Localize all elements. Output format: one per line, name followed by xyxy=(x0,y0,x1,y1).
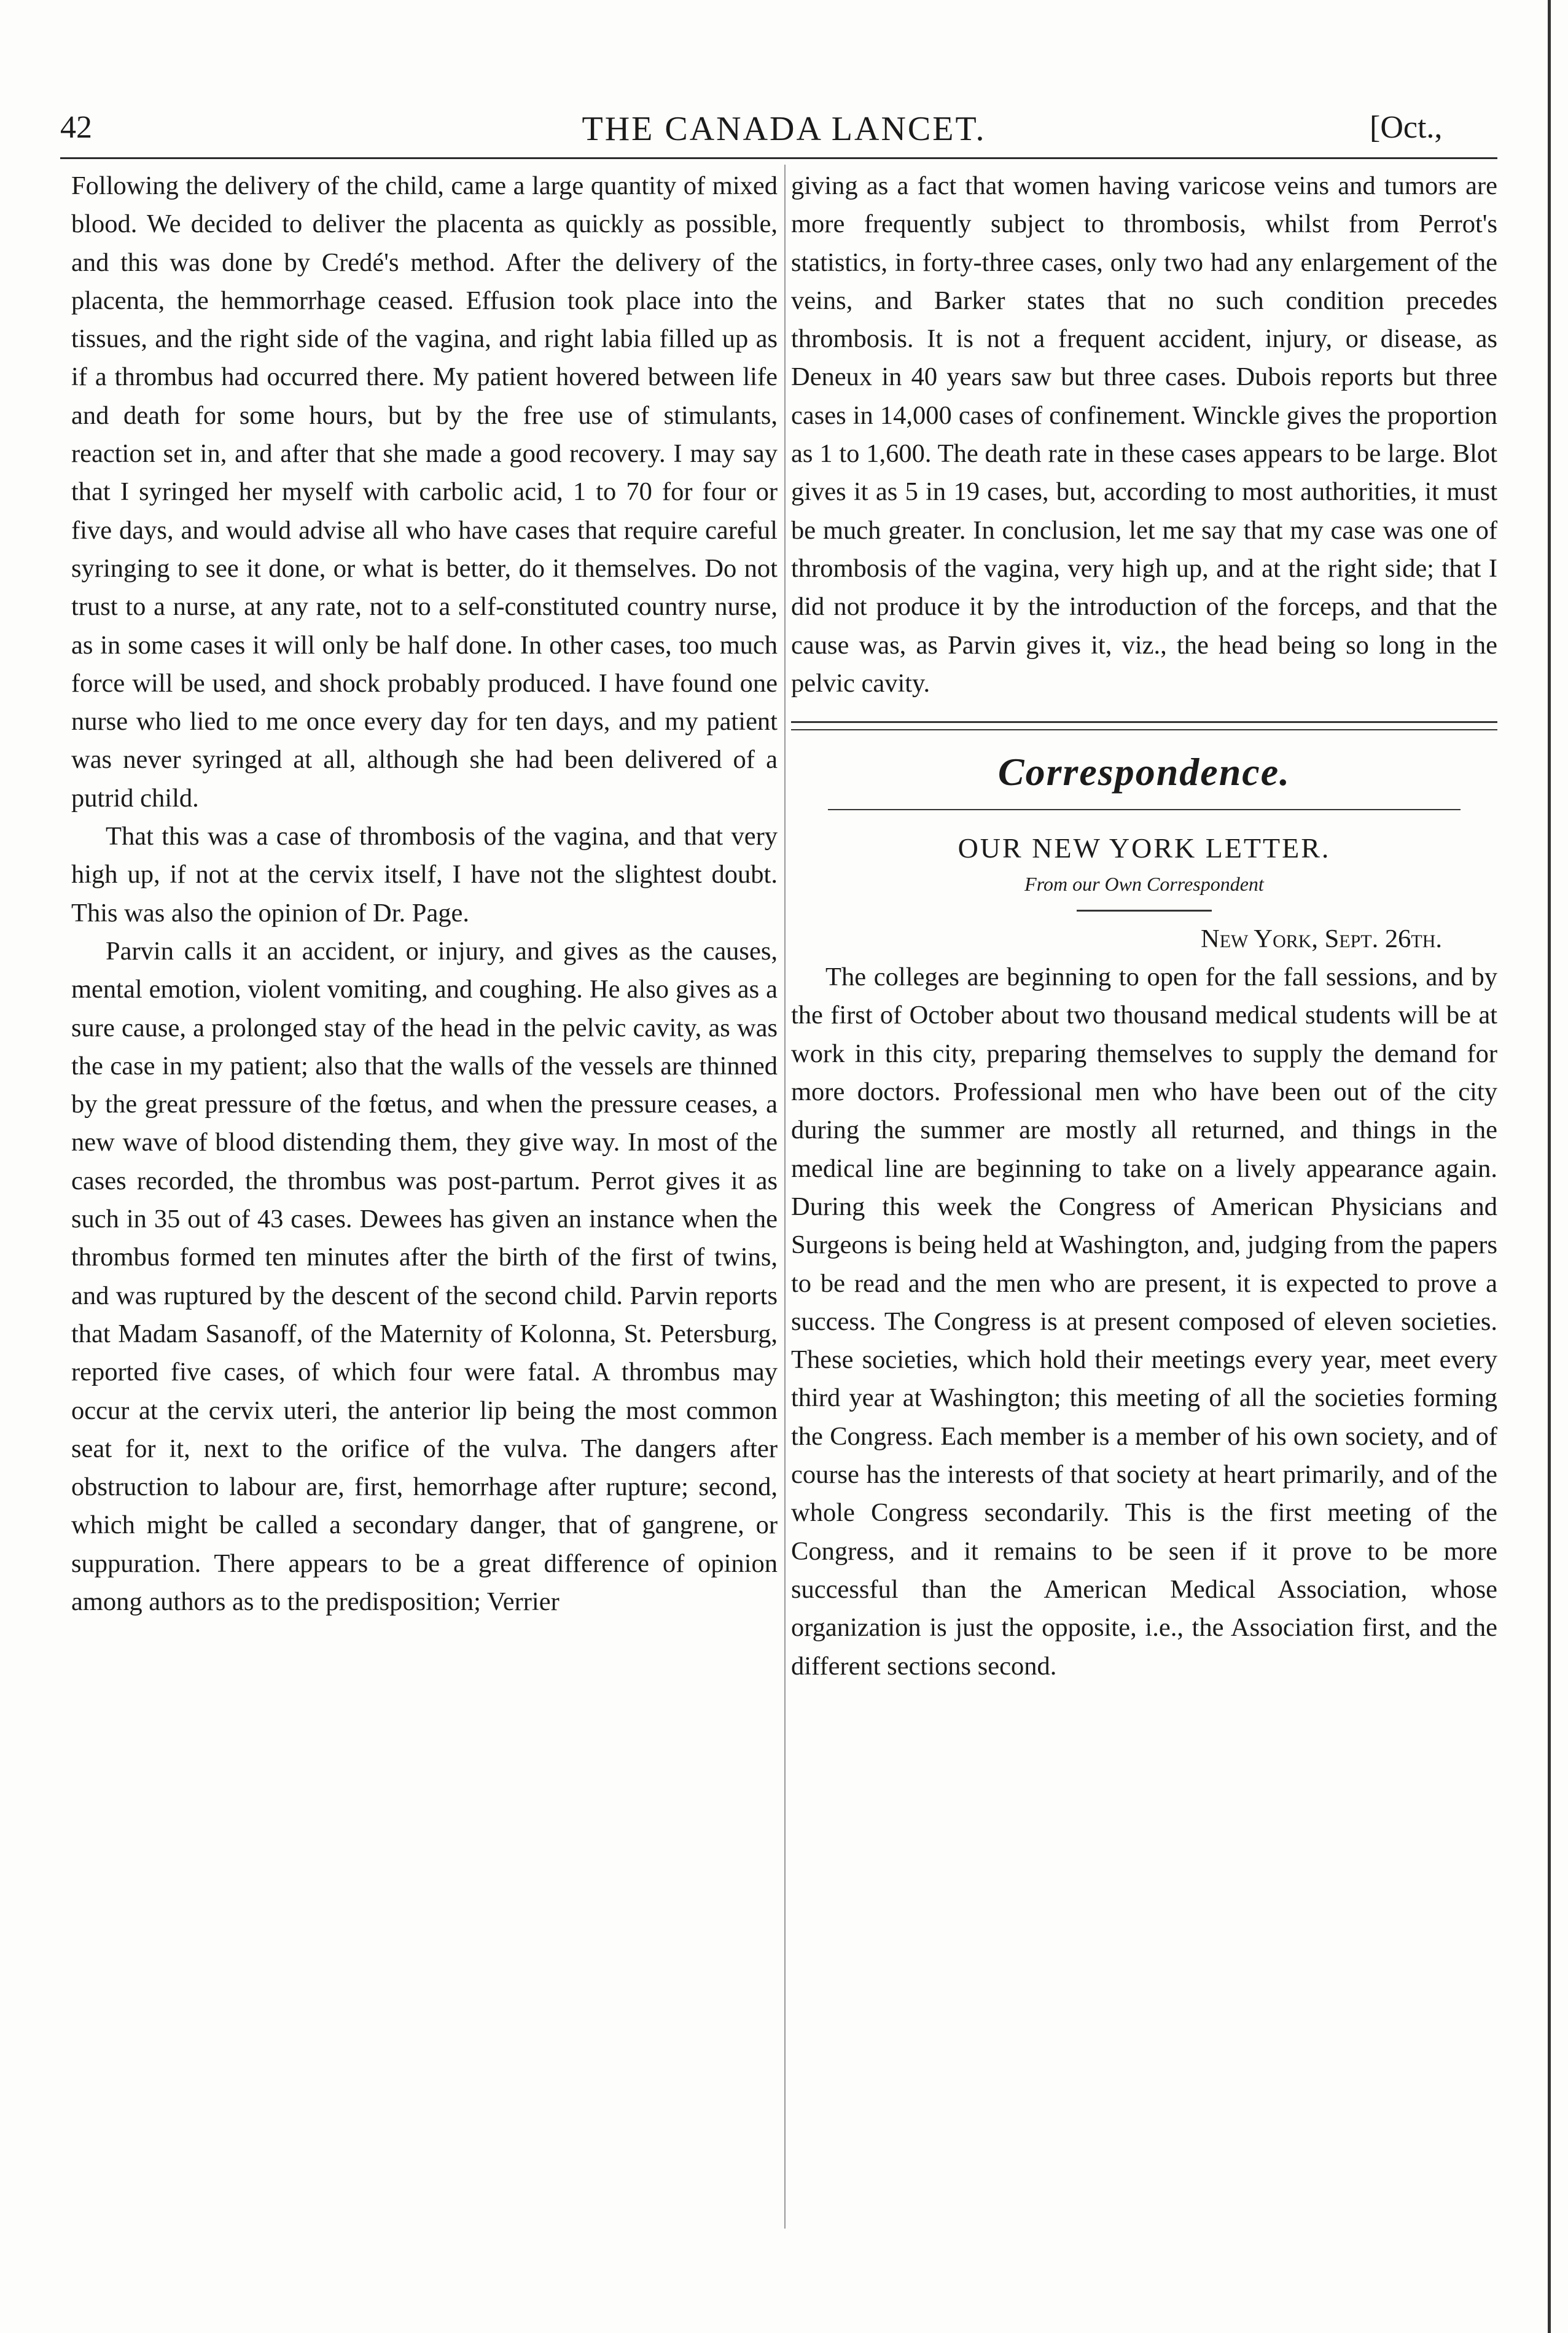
paragraph: That this was a case of thrombosis of the vagina, and that very high up, if not at the cervix itself, I have not the slightest doubt. This was also the opinion of Dr. Page. xyxy=(71,822,778,928)
paragraph: Following the delivery of the child, came a large quantity of mixed blood. We decided to deliver the placenta as quickly as possible, and this was done by Credé's method. After the delivery of the placenta, the hemmorrhage ceased. Effusion took place into the tissues, and the right side of the vagina, and right labia filled up as if a thrombus had occurred there. My patient hovered between life and death for some hours, but by the free use of stimulants, reaction set in, and after that she made a good recovery. I may say that I syringed her myself with carbolic acid, 1 to 70 for four or five days, and would advise all who have cases that require careful syringing to see it done, or what is better, do it themselves. Do not trust to a nurse, at any rate, not to a self-constituted country nurse, as in some cases it will only be half done. In other cases, too much force will be used, and shock probably produced. I have found one nurse who lied to me once every day for ten days, and my patient was never syringed at all, although she had been delivered of a putrid child. xyxy=(71,171,778,813)
paragraph: giving as a fact that women having varicose veins and tumors are more frequently subject to thrombosis, whilst from Perrot's statistics, in forty-three cases, only two had any enlargement of the veins, and Barker states that no such condition precedes thrombosis. It is not a frequent accident, injury, or disease, as Deneux in 40 years saw but three cases. Dubois reports but three cases in 14,000 cases of confinement. Winckle gives the proportion as 1 to 1,600. The death rate in these cases appears to be large. Blot gives it as 5 in 19 cases, but, according to most authorities, it must be much greater. In conclusion, let me say that my case was one of thrombosis of the vagina, very high up, and at the right side; that I did not produce it by the introduction of the forceps, and that the cause was, as Parvin gives it, viz., the head being so long in the pelvic cavity. xyxy=(791,171,1497,698)
article-byline: From our Own Correspondent xyxy=(1024,873,1264,896)
page-number: 42 xyxy=(60,110,92,145)
heading-rule xyxy=(828,809,1461,810)
article-title: OUR NEW YORK LETTER. xyxy=(958,832,1331,864)
right-column xyxy=(791,167,1497,1686)
journal-title: THE CANADA LANCET. xyxy=(582,110,986,148)
section-heading: Correspondence. xyxy=(997,750,1291,794)
paragraph: The colleges are beginning to open for the fall sessions, and by the first of October about two thousand medical students will be at work in this city, preparing themselves to supply the demand for more doctors. Professional men who have been out of the city during the summer are mostly all returned, and things in the medical line are beginning to take on a lively appearance again. During this week the Congress of American Physicians and Surgeons is being held at Washington, and, judging from the papers to be read and the men who are present, it is expected to prove a success. The Congress is at present composed of eleven societies. These societies, which hold their meetings every year, meet every third year at Washington; this meeting of all the societies forming the Congress. Each member is a member of his own society, and of course has the interests of that society at heart primarily, and of the whole Congress secondarily. This is the first meeting of the Congress, and it remains to be seen if it prove to be more successful than the American Medical Association, whose organization is just the opposite, i.e., the Association first, and the different sections second. xyxy=(791,963,1497,1681)
left-column xyxy=(71,167,778,1621)
issue-month: [Oct., xyxy=(1370,110,1443,145)
article-dateline: New York, Sept. 26th. xyxy=(1201,924,1442,954)
byline-rule xyxy=(1077,910,1212,912)
paragraph: Parvin calls it an accident, or injury, and gives as the causes, mental emotion, violent vomiting, and coughing. He also gives as a sure cause, a prolonged stay of the head in the pelvic cavity, as was the case in my patient; also that the walls of the vessels are thinned by the great pressure of the fœtus, and when the pressure ceases, a new wave of blood distending them, they give way. In most of the cases recorded, the thrombus was post-partum. Perrot gives it as such in 35 out of 43 cases. Dewees has given an instance when the thrombus formed ten minutes after the birth of the first of twins, and was ruptured by the descent of the second child. Parvin reports that Madam Sasanoff, of the Maternity of Kolonna, St. Petersburg, reported five cases, of which four were fatal. A thrombus may occur at the cervix uteri, the anterior lip being the most common seat for it, next to the orifice of the vulva. The dangers after obstruction to labour are, first, hemorrhage after rupture; second, which might be called a secondary danger, that of gangrene, or suppuration. There appears to be a great difference of opinion among authors as to the predisposition; Verrier xyxy=(71,936,778,1616)
column-divider xyxy=(784,165,786,2229)
page-edge xyxy=(1548,0,1551,2333)
header-rule xyxy=(60,157,1497,159)
page-header xyxy=(0,109,1568,158)
section-divider xyxy=(791,721,1497,730)
